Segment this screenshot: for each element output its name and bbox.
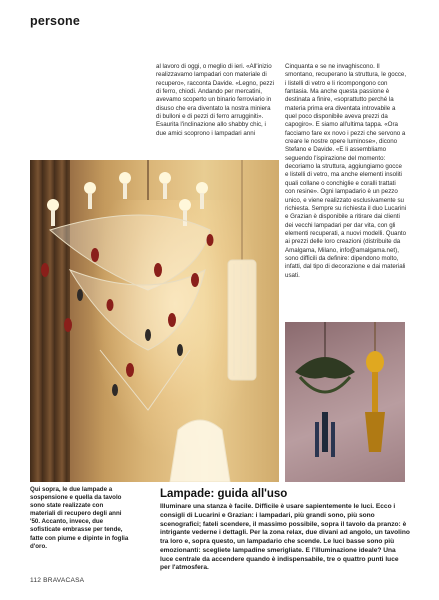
article-column-1 (156, 63, 274, 138)
chandelier-illustration (30, 160, 279, 482)
feather-tassel (295, 322, 355, 457)
table-lamp (170, 420, 230, 482)
article-text-2: Cinquanta e se ne invaghiscono. Il smontano, recuperano la struttura, le gocce, i listelli di vetro e li ricompongono con fantasia. Ma anche questa passione è destinata a finire, «soprattutto perché la materia prima era diventata introvabile a quel poco disponibile aveva prezzi da capogiro». E siamo all'ultima tappa. «Ora facciamo fare ex novo i pezzi che servono a creare le nostre opere luminose», dicono Stefano e Davide. «E li assembliamo seguendo l'ispirazione del momento: decoriamo la struttura, aggiungiamo gocce e listelli di vetro, ma anche elementi insoliti quali collane o conchiglie e coralli trattati con resine». Ogni lampadario è un pezzo unico, e viene realizzato esclusivamente su richiesta. Sempre su richiesta il duo Lucarini e Grazian è disponibile a ritirare dai clienti dei vecchi lampadari per dar vita, con gli elementi recuperati, a nuovi modelli. Quanto ai prezzi delle loro creazioni (distribuite da Amalgama, Milano, info@amalgama.net), sono difficili da definire: dipendono molto, infatti, dal tipo di decorazione e dai materiali usati. (285, 63, 407, 279)
photo-caption: Qui sopra, le due lampade a sospensione e quella da tavolo sono state realizzate con materiali di recupero degli anni '50. Accanto, invece, due sofisticate embrasse per tende, fatte con piume e dipinte in foglia d'oro. (30, 486, 129, 550)
section-label: persone (30, 14, 81, 28)
tassel-illustration (285, 322, 405, 482)
gold-tassel (365, 322, 385, 452)
cylinder-pendant-lamp (228, 260, 256, 380)
page-footer: 112 BRAVACASA (30, 577, 85, 584)
guide-title: Lampade: guida all'uso (160, 488, 288, 500)
tassel-photo (285, 322, 405, 482)
chandelier-photo (30, 160, 279, 482)
crystal-body (50, 215, 210, 410)
guide-text: Illuminare una stanza è facile. Difficile è usare sapientemente le luci. Ecco i consigli di Lucarini e Grazian: i lampadari, più grandi sono, più sono scenografici; fateli scendere, il massimo possibile, sopra il tavolo da pranzo: è intrigante vederne i dettagli. Per la zona relax, due divani ad angolo, un tavolino tra loro e, sopra questo, un lampadario che scende. Le luci basse sono più emozionanti: scegliete lampadine smerigliate. E l'illuminazione ideale? Una luce centrale da accendere quando è indispensabile, tre o quattro punti luce per l'atmosfera. (160, 503, 410, 572)
article-text-1: al lavoro di oggi, o meglio di ieri. «All'inizio realizzavamo lampadari con materiale di recupero», racconta Davide. «Legno, pezzi di ferro, chiodi. Andando per mercatini, avevamo scoperto un binario ferroviario in disuso che era diventato la nostra miniera di bulloni e di pezzi di ferro arrugginiti». Esaurita l'inclinazione allo shabby chic, i due amici scoprono i lampadari anni (156, 63, 274, 137)
article-column-2 (285, 63, 407, 280)
